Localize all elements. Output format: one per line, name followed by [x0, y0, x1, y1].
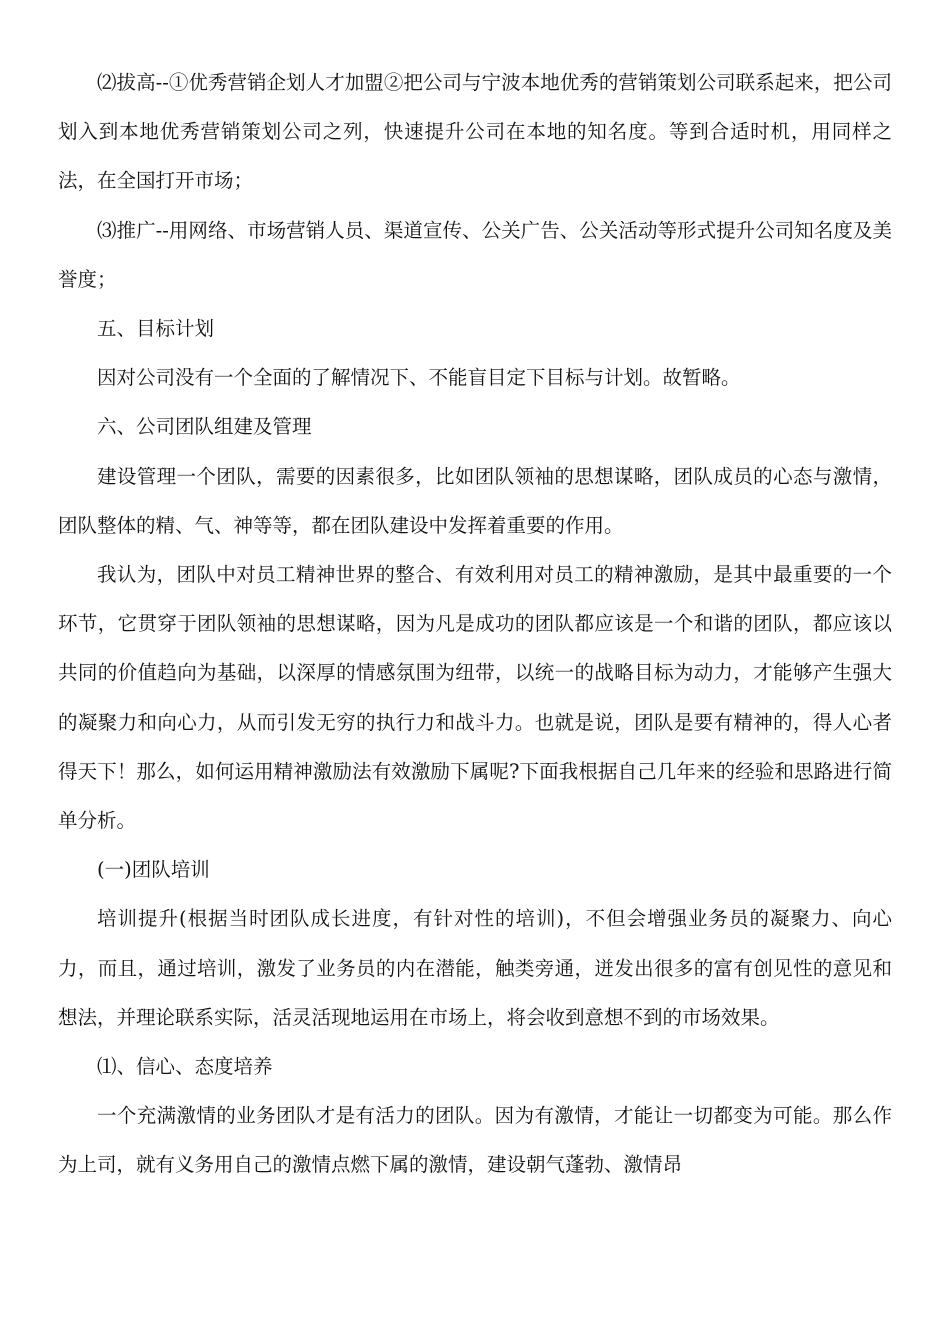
section-heading-team-building: 六、公司团队组建及管理 [97, 415, 312, 439]
paragraph-team-training: 培训提升(根据当时团队成长进度，有针对性的培训)，不但会增强业务员的凝聚力、向心力，而且，通过培训，激发了业务员的内在潜能，触类旁通，迸发出很多的富有创见性的意见和想法，并理论联系实际，活灵活现地运用在市场上，将会收到意想不到的市场效果。 [58, 907, 892, 1029]
document-page [58, 58, 892, 1190]
subsection-heading-team-training: (一)团队培训 [97, 858, 210, 882]
paragraph-team-factors: 建设管理一个团队，需要的因素很多，比如团队领袖的思想谋略，团队成员的心态与激情，团队整体的精、气、神等等，都在团队建设中发挥着重要的作用。 [58, 464, 892, 537]
paragraph-goal-plan: 因对公司没有一个全面的了解情况下、不能盲目定下目标与计划。故暂略。 [97, 366, 741, 390]
paragraph-promotion-spread: ⑶推广--用网络、市场营销人员、渠道宣传、公关广告、公关活动等形式提升公司知名度及美誉度； [58, 218, 892, 291]
paragraph-confidence-attitude: 一个充满激情的业务团队才是有活力的团队。因为有激情，才能让一切都变为可能。那么作为上司，就有义务用自己的激情点燃下属的激情，建设朝气蓬勃、激情昂 [58, 1104, 892, 1177]
subsection-heading-confidence-attitude: ⑴、信心、态度培养 [97, 1055, 273, 1079]
paragraph-team-motivation: 我认为，团队中对员工精神世界的整合、有效利用对员工的精神激励，是其中最重要的一个环节，它贯穿于团队领袖的思想谋略，因为凡是成功的团队都应该是一个和谐的团队，都应该以共同的价值趋向为基础，以深厚的情感氛围为纽带，以统一的战略目标为动力，才能够产生强大的凝聚力和向心力，从而引发无穷的执行力和战斗力。也就是说，团队是要有精神的，得人心者得天下！那么，如何运用精神激励法有效激励下属呢?下面我根据自己几年来的经验和思路进行简单分析。 [58, 563, 892, 833]
section-heading-goal-plan: 五、目标计划 [97, 317, 215, 341]
paragraph-promotion-upgrade: ⑵拔高--①优秀营销企划人才加盟②把公司与宁波本地优秀的营销策划公司联系起来，把公司划入到本地优秀营销策划公司之列，快速提升公司在本地的知名度。等到合适时机，用同样之法，在全国打开市场； [58, 71, 892, 193]
